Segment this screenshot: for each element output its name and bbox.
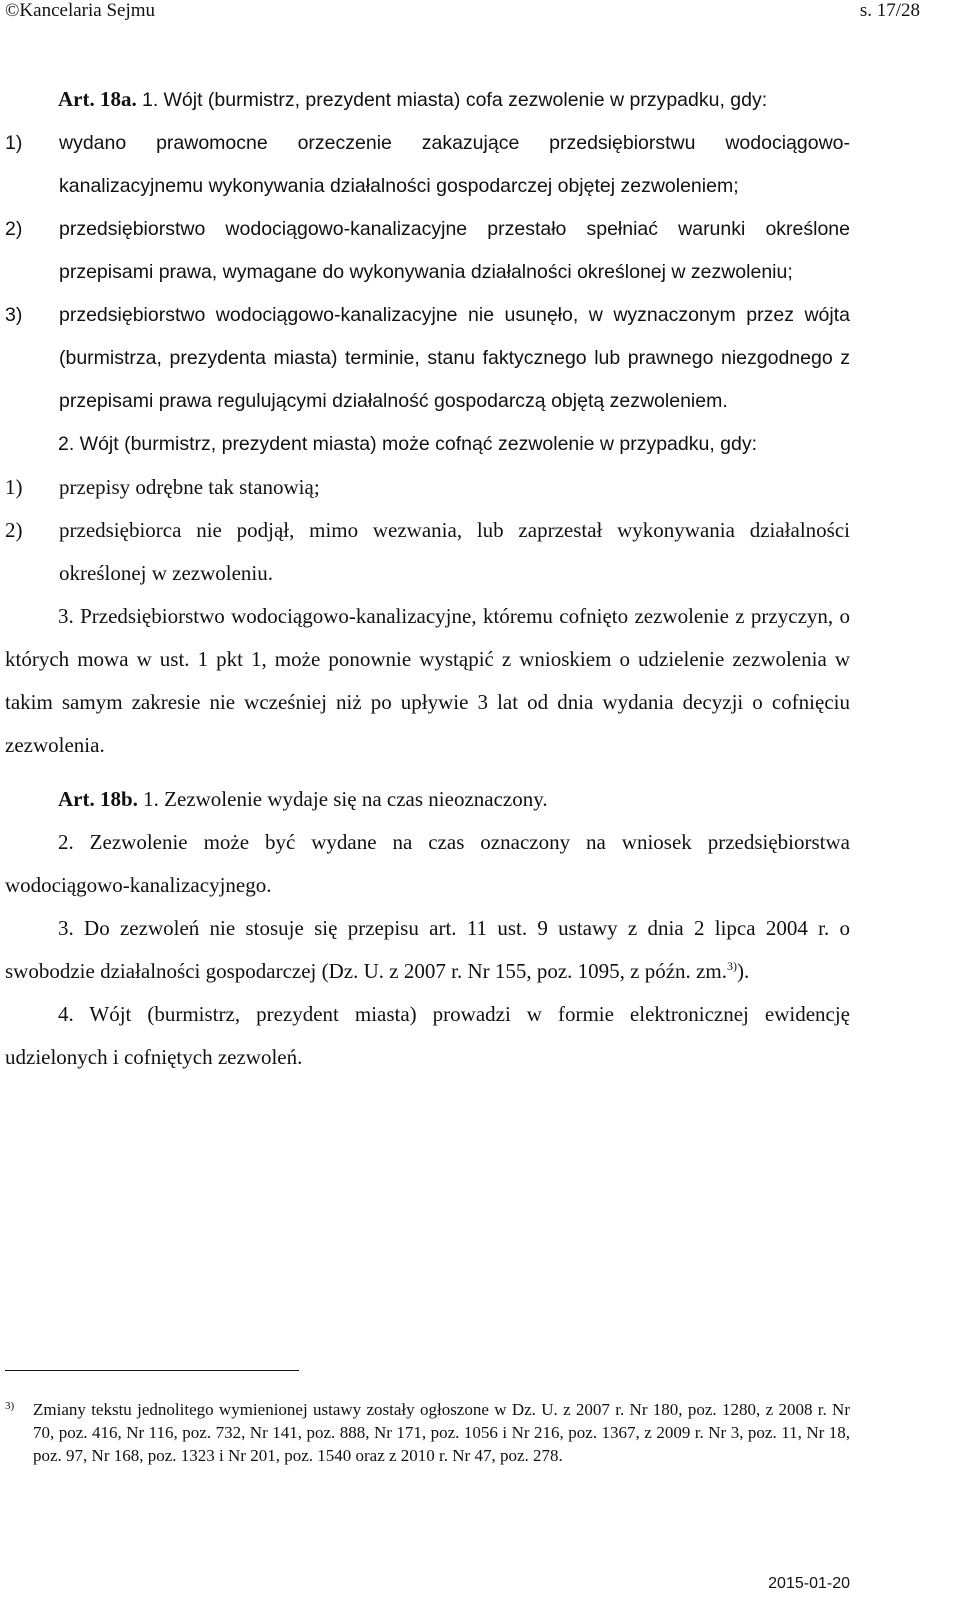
footnote-mark: 3): [5, 1400, 15, 1412]
art18b-label: Art. 18b.: [58, 787, 138, 811]
art18b-ust3-end: ).: [736, 959, 750, 983]
item-number: 1): [5, 475, 23, 499]
item-text: przedsiębiorca nie podjął, mimo wezwania, lub zaprzestał wykonywania działalności określonej w zezwoleniu.: [59, 518, 850, 585]
art18a-ust1-item-1: [5, 122, 850, 208]
art18a-ust1-item-3: [5, 294, 850, 423]
art18b-ust1-text: 1. Zezwolenie wydaje się na czas nieoznaczony.: [143, 787, 548, 811]
item-text: przedsiębiorstwo wodociągowo-kanalizacyjne przestało spełniać warunki określone przepisami prawa, wymagane do wykonywania działalności określonej w zezwoleniu;: [59, 218, 850, 283]
section-gap: [5, 767, 850, 778]
art18b-ust4: 4. Wójt (burmistrz, prezydent miasta) prowadzi w formie elektronicznej ewidencję udzielonych i cofniętych zezwoleń.: [5, 1002, 850, 1069]
header-copyright: ©Kancelaria Sejmu: [5, 0, 156, 21]
art18b-ust3: [5, 907, 850, 993]
art18a-ust1-item-2: [5, 208, 850, 294]
footnote-separator: [5, 1370, 299, 1371]
art18a-ust1-text: Wójt (burmistrz, prezydent miasta) cofa zezwolenie w przypadku, gdy:: [163, 89, 768, 111]
art18b-ust1: [5, 778, 850, 821]
footnote-reference: 3): [726, 959, 737, 973]
item-number: 2): [5, 218, 23, 240]
art18a-label: Art. 18a.: [58, 87, 137, 111]
item-text: przepisy odrębne tak stanowią;: [59, 475, 320, 499]
art18a-ust2-item-2: [5, 509, 850, 595]
art18a-ust2-intro: 2. Wójt (burmistrz, prezydent miasta) może cofnąć zezwolenie w przypadku, gdy:: [58, 433, 758, 455]
item-text: wydano prawomocne orzeczenie zakazujące przedsiębiorstwu wodociągowo-kanalizacyjnemu wykonywania działalności gospodarczej objętej zezwoleniem;: [59, 132, 850, 197]
art18a-ust3: 3. Przedsiębiorstwo wodociągowo-kanalizacyjne, któremu cofnięto zezwolenie z przyczyn, o których mowa w ust. 1 pkt 1, może ponownie wystąpić z wnioskiem o udzielenie zezwolenia w takim samym zakresie nie wcześniej niż po upływie 3 lat od dnia wydania decyzji o cofnięciu zezwolenia.: [5, 604, 850, 757]
item-text: przedsiębiorstwo wodociągowo-kanalizacyjne nie usunęło, w wyznaczonym przez wójta (burmistrza, prezydenta miasta) terminie, stanu faktycznego lub prawnego niezgodnego z przepisami prawa regulującymi działalność gospodarczą objętą zezwoleniem.: [59, 304, 850, 412]
art18b-ust2: 2. Zezwolenie może być wydane na czas oznaczony na wniosek przedsiębiorstwa wodociągowo-kanalizacyjnego.: [5, 830, 850, 897]
art18a-ust1-intro: [5, 78, 850, 122]
art18b-ust3-text: 3. Do zezwoleń nie stosuje się przepisu art. 11 ust. 9 ustawy z dnia 2 lipca 2004 r. o swobodzie działalności gospodarczej (Dz. U. z 2007 r. Nr 155, poz. 1095, z późn. zm.: [5, 916, 850, 983]
document-body: [5, 78, 850, 1079]
footer-date: 2015-01-20: [768, 1575, 850, 1592]
art18a-ust1-number: 1.: [141, 89, 159, 111]
footnote-text: Zmiany tekstu jednolitego wymienionej ustawy zostały ogłoszone w Dz. U. z 2007 r. Nr 180, poz. 1280, z 2008 r. Nr 70, poz. 416, Nr 116, poz. 732, Nr 141, poz. 888, Nr 171, poz. 1056 i Nr 216, poz. 1367, z 2009 r. Nr 3, poz. 11, Nr 18, poz. 97, Nr 168, poz. 1323 i Nr 201, poz. 1540 oraz z 2010 r. Nr 47, poz. 278.: [33, 1400, 850, 1465]
item-number: 2): [5, 518, 23, 542]
footnote: [5, 1398, 850, 1467]
art18a-ust2-item-1: [5, 466, 850, 509]
header-page-number: s. 17/28: [859, 0, 920, 21]
item-number: 3): [5, 304, 23, 326]
item-number: 1): [5, 132, 23, 154]
